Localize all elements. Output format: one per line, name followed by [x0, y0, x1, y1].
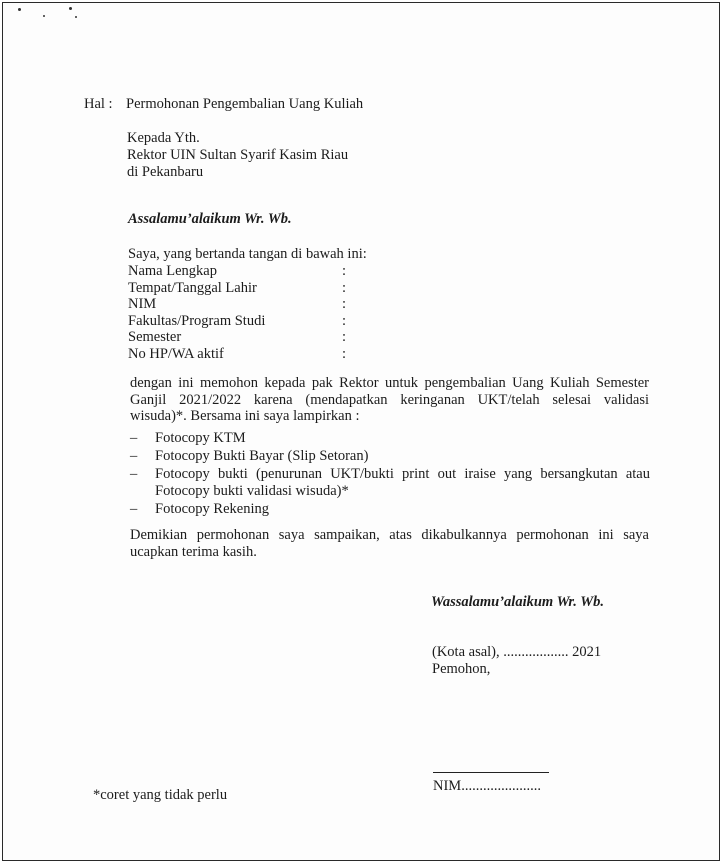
attachment-text: Fotocopy KTM — [155, 430, 246, 446]
scan-speck — [43, 15, 45, 17]
dash-bullet: – — [130, 430, 138, 446]
scan-speck — [18, 8, 21, 11]
field-row — [128, 346, 358, 363]
attachment-text-continued: Fotocopy bukti validasi wisuda)* — [155, 483, 349, 499]
list-item — [130, 466, 650, 500]
field-row — [128, 263, 358, 280]
field-row — [128, 329, 358, 346]
field-label: No HP/WA aktif — [128, 345, 224, 362]
closing-line: Demikian permohonan saya sampaikan, atas dikabulkannya permohonan ini saya — [130, 527, 649, 543]
request-paragraph — [130, 375, 649, 425]
field-label: Tempat/Tanggal Lahir — [128, 279, 257, 296]
field-label: Nama Lengkap — [128, 263, 217, 279]
address-line: Rektor UIN Sultan Syarif Kasim Riau — [127, 147, 349, 163]
list-item — [130, 501, 650, 518]
attachment-text: Fotocopy Bukti Bayar (Slip Setoran) — [155, 448, 369, 464]
closing-greeting: Wassalamu’alaikum Wr. Wb. — [431, 594, 604, 610]
attachment-text: Fotocopy Rekening — [155, 501, 269, 517]
field-colon: : — [342, 312, 347, 329]
scan-speck — [75, 16, 77, 18]
applicant-label: Pemohon, — [432, 661, 491, 677]
field-label: Semester — [128, 329, 182, 346]
place-date: (Kota asal), .................. 2021 — [432, 644, 602, 660]
footnote: *coret yang tidak perlu — [93, 787, 228, 803]
list-item — [130, 448, 650, 465]
field-colon: : — [342, 263, 347, 279]
subject-label: Hal : — [84, 96, 113, 112]
address-line: di Pekanbaru — [127, 164, 204, 180]
field-colon: : — [342, 279, 347, 296]
closing-paragraph — [130, 527, 649, 560]
field-label: Fakultas/Program Studi — [128, 312, 266, 329]
intro-text: Saya, yang bertanda tangan di bawah ini: — [128, 246, 367, 262]
field-colon: : — [342, 296, 347, 313]
closing-line: ucapkan terima kasih. — [130, 543, 257, 560]
list-item — [130, 430, 650, 447]
request-line: dengan ini memohon kepada pak Rektor untuk pengembalian Uang Kuliah Semester — [130, 375, 649, 391]
request-line: wisuda)*. Bersama ini saya lampirkan : — [130, 408, 360, 424]
dash-bullet: – — [130, 466, 138, 482]
opening-greeting: Assalamu’alaikum Wr. Wb. — [128, 211, 292, 227]
field-colon: : — [342, 329, 347, 346]
scan-speck — [69, 7, 72, 10]
attachment-text: Fotocopy bukti (penurunan UKT/bukti print out iraise yang bersangkutan atau — [155, 466, 650, 482]
subject-text: Permohonan Pengembalian Uang Kuliah — [126, 96, 364, 112]
signature-line — [433, 772, 549, 773]
dash-bullet: – — [130, 501, 138, 517]
signature-nim: NIM...................... — [433, 778, 541, 794]
field-row — [128, 313, 358, 330]
field-label: NIM — [128, 296, 157, 313]
field-colon: : — [342, 345, 347, 362]
field-row — [128, 296, 358, 313]
request-line: Ganjil 2021/2022 karena (mendapatkan keringanan UKT/telah selesai validasi — [130, 391, 649, 408]
applicant-fields — [128, 263, 358, 363]
address-line: Kepada Yth. — [127, 130, 200, 146]
field-row — [128, 280, 358, 297]
attachment-list — [130, 430, 650, 519]
dash-bullet: – — [130, 448, 138, 464]
